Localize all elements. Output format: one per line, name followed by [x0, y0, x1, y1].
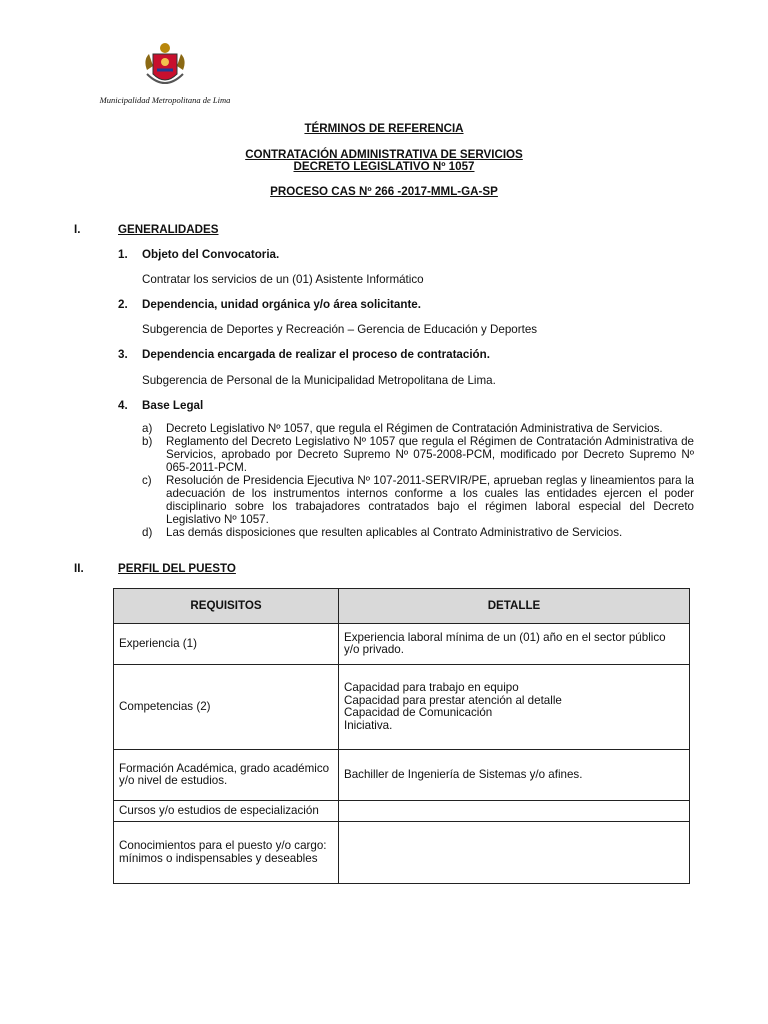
- competency-line: Capacidad de Comunicación: [344, 706, 493, 719]
- section1-number: I.: [74, 223, 81, 236]
- requirement-cell: Formación Académica, grado académico y/o nivel de estudios.: [114, 750, 339, 801]
- detail-cell: [339, 801, 690, 822]
- header-detalle: DETALLE: [339, 589, 690, 624]
- table-row: [114, 624, 690, 665]
- item2-number: 2.: [118, 298, 128, 311]
- requirement-cell: Cursos y/o estudios de especialización: [114, 801, 339, 822]
- coat-of-arms-icon: [139, 40, 191, 92]
- section1-title: GENERALIDADES: [118, 223, 219, 236]
- legal-list: [142, 422, 694, 539]
- legal-text: Decreto Legislativo Nº 1057, que regula el Régimen de Contratación Administrativa de Servicios.: [166, 422, 663, 435]
- legal-item: [142, 422, 694, 435]
- profile-table: [113, 588, 690, 884]
- table-row: [114, 665, 690, 750]
- item3-text: Subgerencia de Personal de la Municipalidad Metropolitana de Lima.: [142, 374, 496, 387]
- item4-number: 4.: [118, 399, 128, 412]
- legal-text: Las demás disposiciones que resulten aplicables al Contrato Administrativo de Servicios.: [166, 526, 623, 539]
- requirement-cell: Experiencia (1): [114, 624, 339, 665]
- section2-number: II.: [74, 562, 84, 575]
- table-row: [114, 801, 690, 822]
- legal-item: [142, 435, 694, 474]
- table-row: [114, 822, 690, 884]
- competency-line: Capacidad para prestar atención al detalle: [344, 693, 562, 707]
- contract-title: CONTRATACIÓN ADMINISTRATIVA DE SERVICIOS: [245, 148, 523, 161]
- legal-letter: c): [142, 474, 152, 487]
- legal-item: [142, 526, 694, 539]
- competency-line: Capacidad para trabajo en equipo: [344, 681, 519, 694]
- item2-title: Dependencia, unidad orgánica y/o área solicitante.: [142, 298, 421, 311]
- legal-letter: b): [142, 435, 153, 448]
- detail-cell: Experiencia laboral mínima de un (01) año en el sector público y/o privado.: [339, 624, 690, 665]
- header-logo: [90, 40, 240, 107]
- detail-cell: [339, 822, 690, 884]
- item1-number: 1.: [118, 248, 128, 261]
- table-row: [114, 750, 690, 801]
- item4-title: Base Legal: [142, 399, 204, 412]
- item1-text: Contratar los servicios de un (01) Asistente Informático: [142, 273, 424, 286]
- table-header-row: [114, 589, 690, 624]
- section2-title: PERFIL DEL PUESTO: [118, 562, 236, 575]
- legal-text: Resolución de Presidencia Ejecutiva Nº 107-2011-SERVIR/PE, aprueban reglas y lineamientos para la adecuación de los instrumentos internos conforme a los cuales las entidades ejercen el poder disciplinario sobre los trabajadores contratados bajo el régimen laboral especial del Decreto Legislativo Nº 1057.: [166, 474, 694, 526]
- item3-number: 3.: [118, 348, 128, 361]
- legal-letter: d): [142, 526, 153, 539]
- competency-line: Iniciativa.: [344, 718, 393, 732]
- legal-text: Reglamento del Decreto Legislativo Nº 1057 que regula el Régimen de Contratación Administrativa de Servicios, aprobado por Decreto Supremo Nº 075-2008-PCM, modificado por Decreto Supremo Nº 065-2011-PCM.: [166, 435, 694, 474]
- legal-item: [142, 474, 694, 526]
- item1-title: Objeto del Convocatoria.: [142, 248, 280, 261]
- legal-letter: a): [142, 422, 153, 435]
- decree-title: DECRETO LEGISLATIVO Nº 1057: [293, 160, 475, 173]
- requirement-cell: Competencias (2): [114, 665, 339, 750]
- process-title: PROCESO CAS Nº 266 -2017-MML-GA-SP: [270, 185, 498, 198]
- detail-cell: Bachiller de Ingeniería de Sistemas y/o afines.: [339, 750, 690, 801]
- header-requisitos: REQUISITOS: [114, 589, 339, 624]
- requirement-cell: Conocimientos para el puesto y/o cargo: mínimos o indispensables y deseables: [114, 822, 339, 884]
- item3-title: Dependencia encargada de realizar el proceso de contratación.: [142, 348, 490, 361]
- doc-title: TÉRMINOS DE REFERENCIA: [304, 122, 464, 135]
- item2-text: Subgerencia de Deportes y Recreación – Gerencia de Educación y Deportes: [142, 323, 538, 336]
- detail-cell: [339, 665, 690, 750]
- municipality-name: Municipalidad Metropolitana de Lima: [99, 95, 231, 105]
